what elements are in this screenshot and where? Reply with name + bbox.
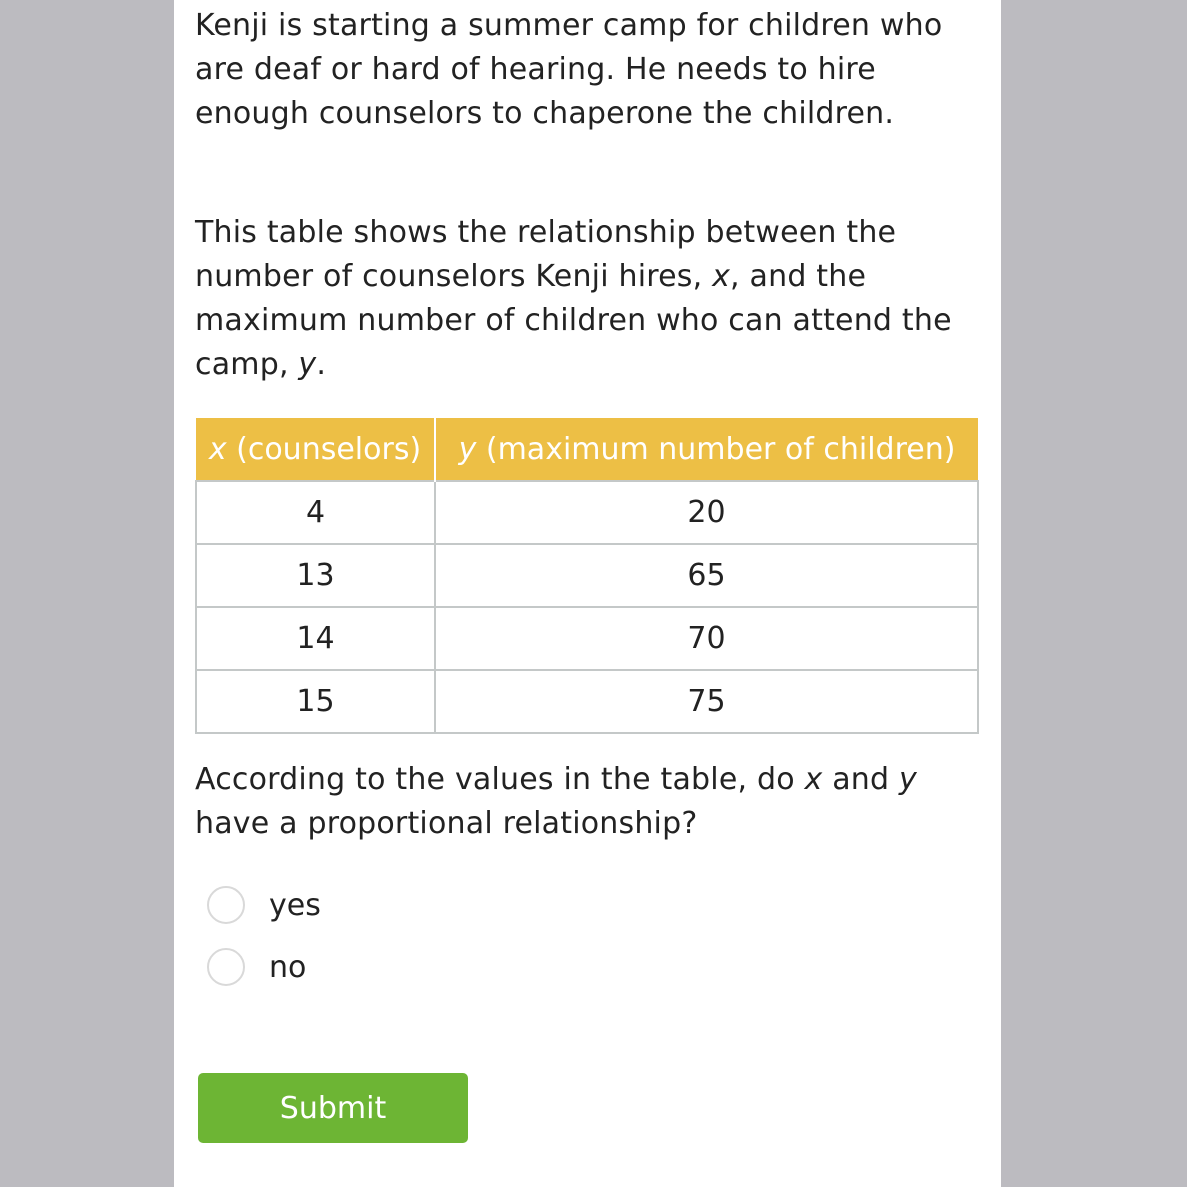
choice-no-label[interactable]: no (269, 949, 307, 985)
cell-x: 4 (196, 481, 435, 544)
question-prompt (195, 758, 978, 846)
cell-x: 15 (196, 670, 435, 733)
answer-choices (207, 878, 321, 1002)
prompt-start: According to the values in the table, do (195, 762, 805, 797)
cell-x: 14 (196, 607, 435, 670)
cell-y: 65 (435, 544, 978, 607)
choice-yes[interactable] (207, 878, 321, 932)
header-x-var: x (208, 431, 227, 467)
radio-yes[interactable] (207, 886, 245, 924)
x-variable: x (712, 259, 731, 294)
header-y (435, 418, 978, 481)
header-y-label: (maximum number of children) (476, 431, 956, 467)
choice-yes-label[interactable]: yes (269, 887, 321, 923)
prompt-and: and (822, 762, 899, 797)
radio-no[interactable] (207, 948, 245, 986)
table-description-mid: , and the maximum number of children who can attend the camp, (195, 259, 952, 382)
cell-y: 75 (435, 670, 978, 733)
prompt-y-variable: y (898, 762, 917, 797)
y-variable: y (298, 347, 317, 382)
prompt-x-variable: x (804, 762, 823, 797)
table-description (195, 211, 978, 387)
question-panel (174, 0, 1001, 1187)
table-header-row (196, 418, 978, 481)
header-y-var: y (458, 431, 477, 467)
table-description-start: This table shows the relationship between the number of counselors Kenji hires, (195, 215, 897, 294)
data-table (195, 418, 979, 734)
table-row (196, 544, 978, 607)
header-x (196, 418, 435, 481)
table-description-end: . (316, 347, 327, 382)
cell-x: 13 (196, 544, 435, 607)
choice-no[interactable] (207, 940, 321, 994)
submit-button[interactable]: Submit (198, 1073, 468, 1143)
table-row (196, 670, 978, 733)
cell-y: 20 (435, 481, 978, 544)
table-row (196, 607, 978, 670)
cell-y: 70 (435, 607, 978, 670)
intro-paragraph: Kenji is starting a summer camp for children who are deaf or hard of hearing. He needs to hire enough counselors to chaperone the children. (195, 8, 943, 131)
prompt-end: have a proportional relationship? (195, 806, 698, 841)
header-x-label: (counselors) (226, 431, 422, 467)
table-row (196, 481, 978, 544)
